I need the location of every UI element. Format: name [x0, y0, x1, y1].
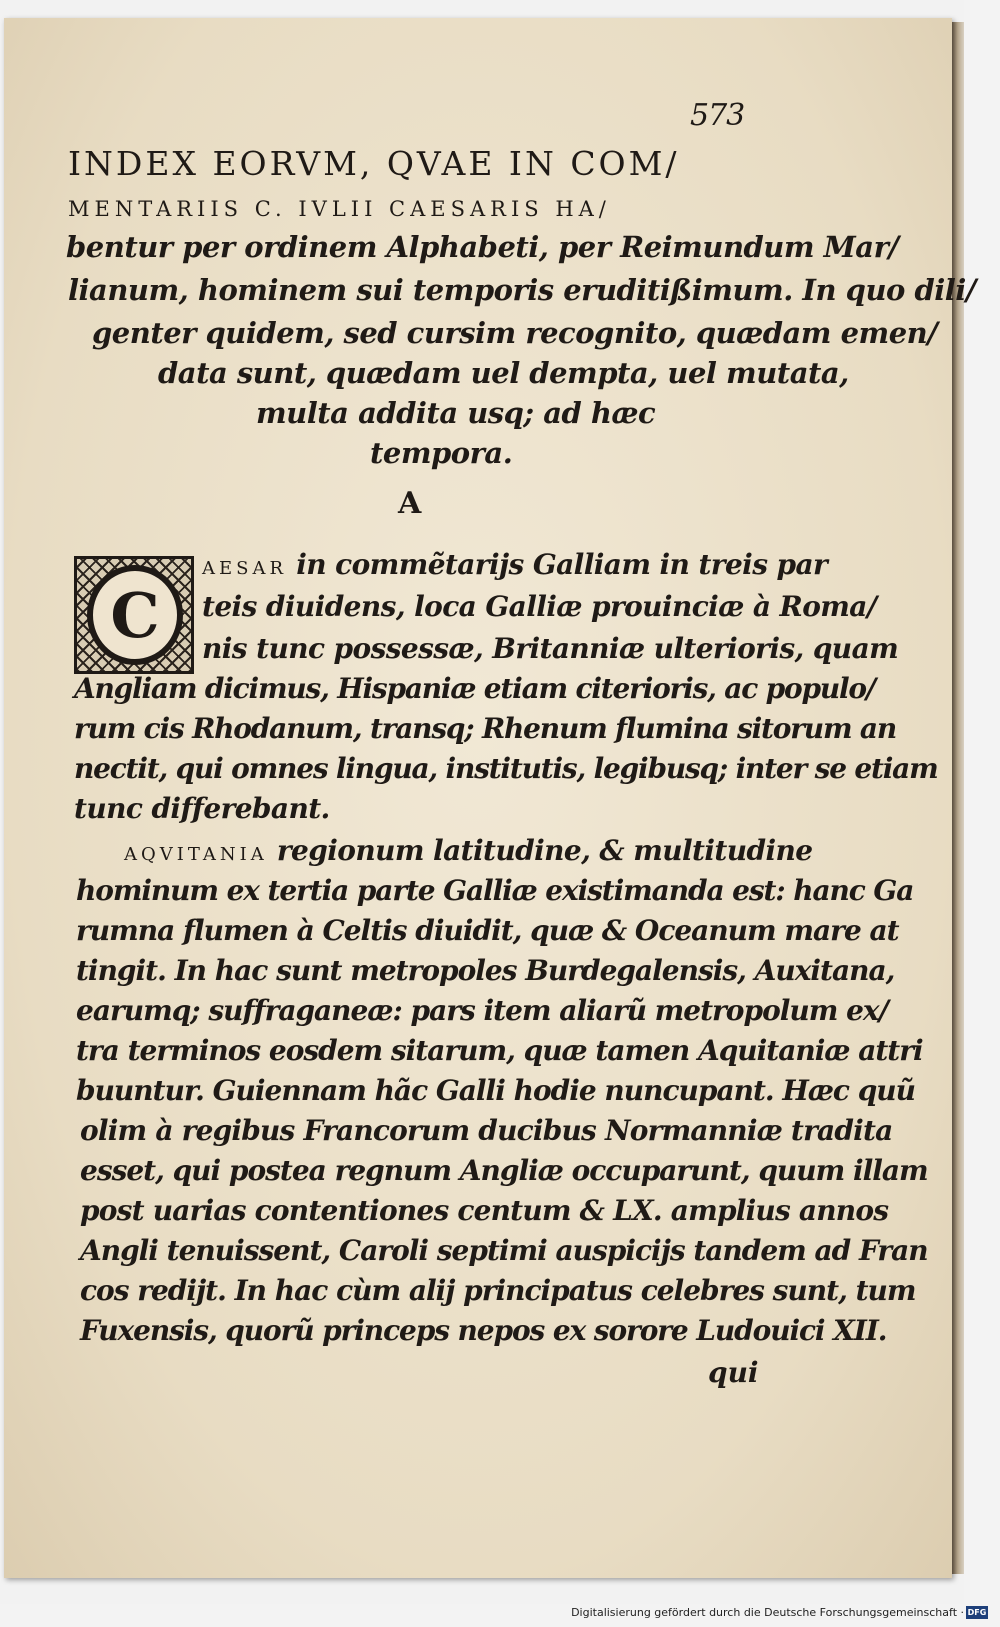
- decorated-initial: [74, 556, 194, 674]
- paragraph-line: Angliam dicimus, Hispaniæ etiam citerioris, ac populo/: [74, 672, 875, 705]
- page-edge: [952, 22, 964, 1574]
- page-number: 573: [690, 98, 745, 133]
- paragraph-line: rumna flumen à Celtis diuidit, quæ & Oceanum mare at: [76, 914, 899, 947]
- section-letter: A: [398, 486, 422, 521]
- catchword: qui: [708, 1356, 759, 1389]
- paragraph-line: rum cis Rhodanum, transq; Rhenum flumina sitorum an: [74, 712, 897, 745]
- title-caps-line-2: MENTARIIS C. IVLII CAESARIS HA/: [68, 197, 611, 221]
- title-line: bentur per ordinem Alphabeti, per Reimundum Mar/: [66, 230, 899, 264]
- paragraph-line: earumq; suffraganeæ: pars item aliarũ metropolum ex/: [76, 994, 888, 1027]
- paragraph-line: tunc differebant.: [74, 792, 330, 825]
- paragraph-line: Angli tenuissent, Caroli septimi auspicijs tandem ad Fran: [80, 1234, 928, 1267]
- line-text: in commẽtarijs Galliam in treis par: [296, 548, 828, 581]
- paragraph-line: post uarias contentiones centum & LX. amplius annos: [80, 1194, 889, 1227]
- title-caps-line-1: INDEX EORVM, QVAE IN COM/: [68, 144, 680, 183]
- paragraph-line: esset, qui postea regnum Angliæ occuparunt, quum illam: [80, 1154, 928, 1187]
- line-text: regionum latitudine, & multitudine: [276, 834, 813, 867]
- paragraph-line: teis diuidens, loca Galliæ prouinciæ à Roma/: [202, 590, 877, 623]
- paragraph-line: [124, 834, 812, 867]
- scan-margin: [964, 0, 1000, 1627]
- initial-letter: C: [87, 565, 183, 665]
- title-line: multa addita usq; ad hæc: [256, 396, 656, 430]
- title-line: tempora.: [370, 436, 513, 470]
- title-line: genter quidem, sed cursim recognito, quædam emen/: [92, 316, 938, 350]
- paragraph-line: [202, 548, 827, 581]
- paragraph-line: tra terminos eosdem sitarum, quæ tamen Aquitaniæ attri: [76, 1034, 923, 1067]
- paragraph-line: olim à regibus Francorum ducibus Normanniæ tradita: [80, 1114, 893, 1147]
- paragraph-line: cos redijt. In hac cùm alij principatus celebres sunt, tum: [80, 1274, 916, 1307]
- paragraph-line: buuntur. Guiennam hãc Galli hodie nuncupant. Hæc quũ: [76, 1074, 916, 1107]
- title-line: lianum, hominem sui temporis eruditißimum. In quo dili/: [68, 273, 976, 307]
- lead-caps: AQVITANIA: [124, 844, 268, 865]
- lead-caps: AESAR: [202, 558, 288, 579]
- title-line: data sunt, quædam uel dempta, uel mutata,: [158, 356, 849, 390]
- paragraph-line: hominum ex tertia parte Galliæ existimanda est: hanc Ga: [76, 874, 914, 907]
- paragraph-line: nectit, qui omnes lingua, institutis, legibusq; inter se etiam: [74, 752, 938, 785]
- footer-credit: Digitalisierung gefördert durch die Deutsche Forschungsgemeinschaft ·: [571, 1606, 964, 1619]
- paragraph-line: nis tunc possessæ, Britanniæ ulterioris, quam: [202, 632, 899, 665]
- dfg-logo-icon: DFG: [967, 1608, 987, 1617]
- paragraph-line: Fuxensis, quorũ princeps nepos ex sorore Ludouici XII.: [80, 1314, 887, 1347]
- paragraph-line: tingit. In hac sunt metropoles Burdegalensis, Auxitana,: [76, 954, 895, 987]
